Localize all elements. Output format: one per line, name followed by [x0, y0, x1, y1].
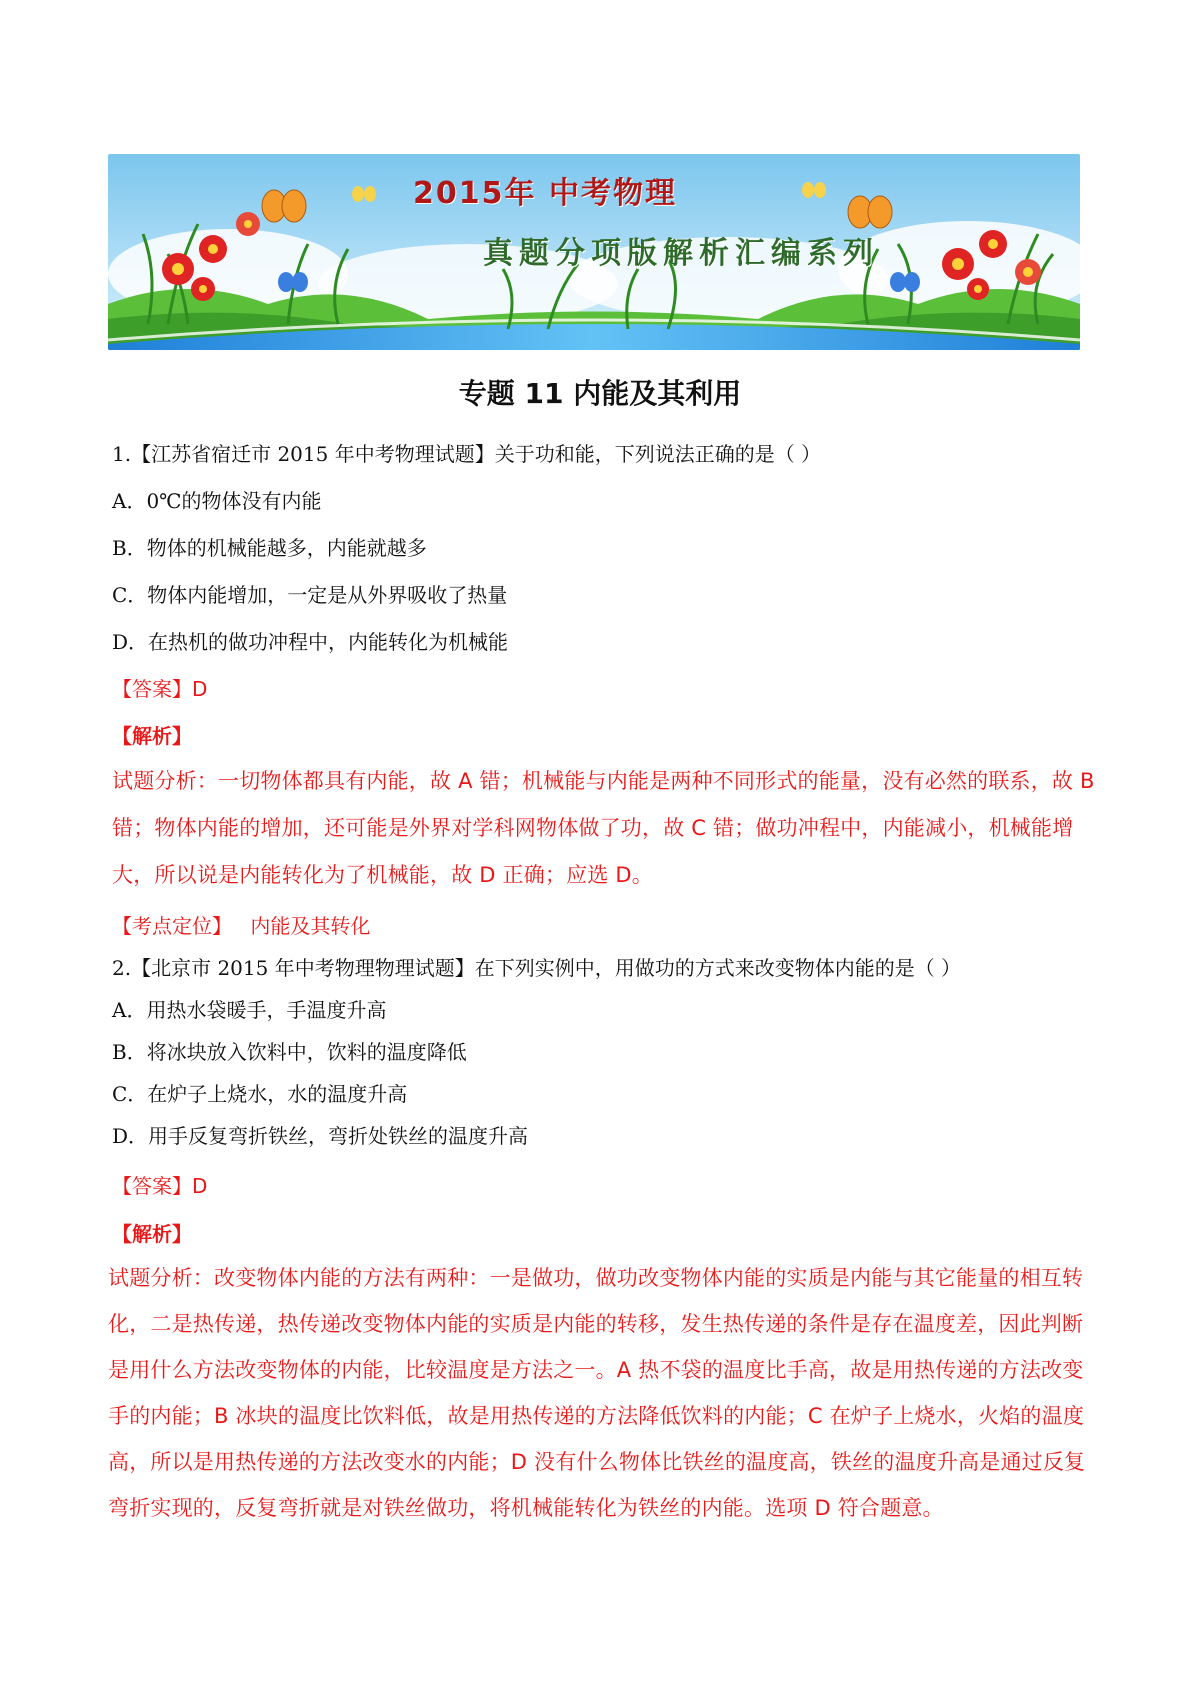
q1-option-b: B．物体的机械能越多，内能就越多: [112, 536, 427, 560]
question-1-stem: 1.【江苏省宿迁市 2015 年中考物理试题】关于功和能，下列说法正确的是（ ）: [112, 442, 822, 466]
q2-analysis-label: 【解析】: [112, 1222, 192, 1246]
q2-option-c: C．在炉子上烧水，水的温度升高: [112, 1082, 408, 1106]
q2-answer: 【答案】D: [112, 1174, 208, 1198]
q2-option-d: D．用手反复弯折铁丝，弯折处铁丝的温度升高: [112, 1124, 529, 1148]
header-banner: [108, 154, 1080, 350]
q1-option-d: D．在热机的做功冲程中，内能转化为机械能: [112, 630, 509, 654]
q1-option-a: A．0℃的物体没有内能: [112, 489, 322, 513]
q1-analysis-text: 试题分析：一切物体都具有内能，故 A 错；机械能与内能是两种不同形式的能量，没有必然的联系，故 B 错；物体内能的增加，还可能是外界对学科网物体做了功，故 C 错；做功冲程中，内能减小，机械能增大，所以说是内能转化为了机械能，故 D 正确；应选 D。: [112, 769, 1095, 887]
q1-kaodian-value: 内能及其转化: [250, 914, 371, 938]
q1-analysis-label: 【解析】: [112, 724, 192, 748]
banner-subtitle: 真题分项版解析汇编系列: [483, 236, 879, 271]
q1-kaodian-label: 【考点定位】: [112, 914, 232, 938]
q2-option-a: A．用热水袋暖手，手温度升高: [112, 998, 387, 1022]
q2-option-b: B．将冰块放入饮料中，饮料的温度降低: [112, 1040, 467, 1064]
q1-option-c: C．物体内能增加，一定是从外界吸收了热量: [112, 583, 508, 607]
banner-title: 2015年 中考物理: [413, 176, 677, 211]
page-title: 专题 11 内能及其利用: [458, 377, 742, 410]
q1-answer: 【答案】D: [112, 677, 208, 701]
q1-kaodian: [112, 910, 370, 939]
question-2-stem: 2.【北京市 2015 年中考物理物理试题】在下列实例中，用做功的方式来改变物体内能的是（ ）: [112, 956, 962, 980]
q2-analysis-text: 试题分析：改变物体内能的方法有两种：一是做功，做功改变物体内能的实质是内能与其它能量的相互转化，二是热传递，热传递改变物体内能的实质是内能的转移，发生热传递的条件是存在温度差，因此判断是用什么方法改变物体的内能，比较温度是方法之一。A 热不袋的温度比手高，故是用热传递的方法改变手的内能；B 冰块的温度比饮料低，故是用热传递的方法降低饮料的内能；C 在炉子上烧水，火焰的温度高，所以是用热传递的方法改变水的内能；D 没有什么物体比铁丝的温度高，铁丝的温度升高是通过反复弯折实现的，反复弯折就是对铁丝做功，将机械能转化为铁丝的内能。选项 D 符合题意。: [108, 1266, 1086, 1520]
